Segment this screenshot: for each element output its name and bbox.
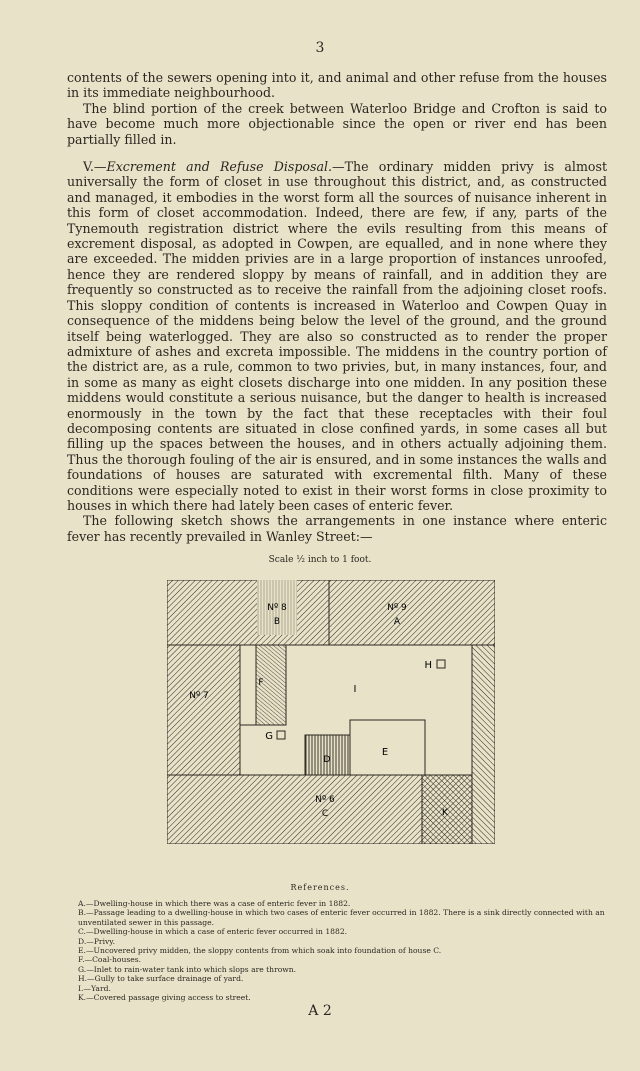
house-no9 [329,580,495,645]
section-number: V.— [83,159,107,175]
section-body: —The ordinary midden privy is almost universally the form of closet in use throughout this district, and, as constructed and managed, it embodies in the worst form all the sources of nuisance inherent in this form of closet accommodation. Indeed, there are few, if any, parts of the Tynemouth registration district where the evils resulting from this means of excrement disposal, as adopted in Cowpen, are equalled, and in none where they are exceeded. The midden privies are in a large proportion of instances unroofed, hence they are rendered sloppy by means of rainfall, and in addition they are frequently so constructed as to receive the rainfall from the adjoining closet roofs. This sloppy condition of contents is increased in Waterloo and Cowpen Quay in consequence of the middens being below the level of the ground, and the ground itself being waterlogged. They are also so constructed as to render the proper admixture of ashes and excreta impossible. The middens in the country portion of the district are, as a rule, common to two privies, but, in many instances, four, and in some as many as eight closets discharge into one midden. In any position these middens would constitute a serious nuisance, but the danger to health is increased enormously in the town by the fact that these receptacles with their foul decomposing contents are situated in close confined yards, in some cases all but filling up the spaces between the houses, and in others actually adjoining them. Thus the thorough fouling of the air is ensured, and in some instances the walls and foundations of houses are saturated with excremental filth. Many of these conditions were especially noted to exist in their worst forms in close proximity to houses in which there had lately been cases of enteric fever. [67,159,608,513]
label-e: E [381,747,389,758]
house-no7 [167,645,240,775]
scale-label: Scale ½ inch to 1 foot. [268,555,372,565]
body-text [67,70,607,544]
paragraph-2: The blind portion of the creek between Waterloo Bridge and Crofton is said to have become much more objectionable since the open or river end has been partially filled in. [67,100,607,147]
reference-item: B.—Passage leading to a dwelling-house in which two cases of enteric fever occurred in 1882. There is a sink directly connected with an unventilated sewer in this passage. [78,908,605,927]
section-title: Excrement and Refuse Disposal. [106,159,332,175]
paragraph-1: contents of the sewers opening into it, and animal and other refuse from the houses in its immediate neighbourhood. [67,70,607,101]
reference-item: C.—Dwelling-house in which a case of enteric fever occurred in 1882. [78,927,348,937]
reference-item: E.—Uncovered privy midden, the sloppy contents from which soak into foundation of house C. [78,946,442,956]
references-title: References. [290,883,350,892]
signature-mark: A 2 [308,1003,332,1019]
reference-item: K.—Covered passage giving access to street. [78,993,251,1003]
label-a: A [393,617,401,627]
reference-item: A.—Dwelling-house in which there was a case of enteric fever in 1882. [78,899,351,908]
label-g: G [265,731,273,742]
reference-item: H.—Gully to take surface drainage of yard. [78,974,244,984]
reference-item: F.—Coal-houses. [78,955,142,965]
wanley-street-sketch [167,580,495,844]
right-passage [472,645,495,844]
references-list [78,899,608,1002]
label-no6: Nº 6 [315,795,335,805]
paragraph-4: The following sketch shows the arrangements in one instance where enteric fever has recently prevailed in Wanley Street:— [67,513,607,544]
label-h: H [424,660,432,671]
reference-item: I.—Yard. [78,983,111,993]
label-i: I [353,684,357,695]
label-c: C [321,809,329,819]
reference-item: D.—Privy. [78,936,115,946]
label-no7: Nº 7 [189,691,209,701]
paragraph-3-section-v [67,159,607,513]
label-no8: Nº 8 [267,603,287,613]
label-k: K [442,808,448,818]
house-no8 [167,580,329,645]
reference-item: G.—Inlet to rain-water tank into which slops are thrown. [78,964,297,974]
page-number: 3 [315,40,325,56]
label-f: F [258,678,264,688]
label-no9: Nº 9 [387,603,407,613]
label-d: D [323,755,331,765]
label-b: B [273,617,281,627]
